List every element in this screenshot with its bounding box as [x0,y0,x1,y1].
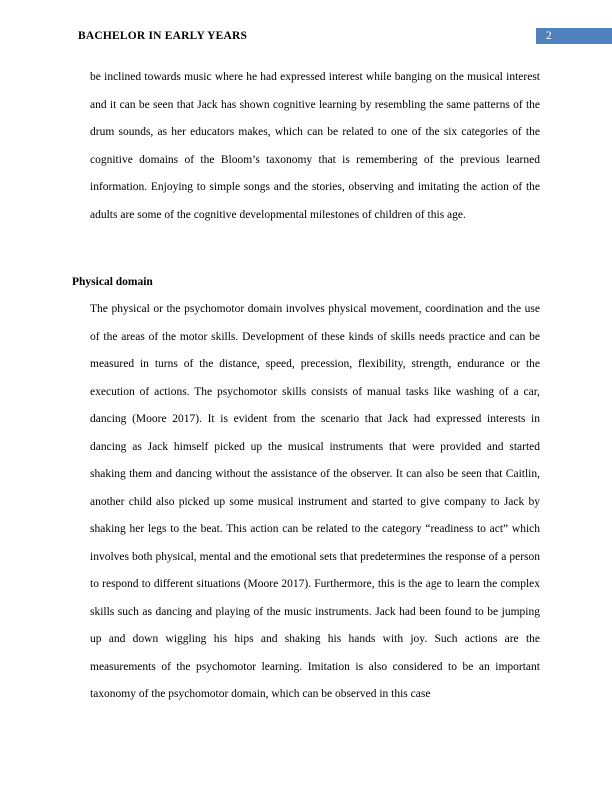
body-paragraph-cognitive: be inclined towards music where he had expressed interest while banging on the musical interest and it can be seen that Jack has shown cognitive learning by resembling the same patterns of the drum sounds, as her educators makes, which can be related to one of the six categories of the cognitive domains of the Bloom’s taxonomy that is remembering of the previous learned information. Enjoying to simple songs and the stories, observing and imitating the action of the adults are some of the cognitive developmental milestones of children of this age. [90,71,540,221]
body-paragraph-physical: The physical or the psychomotor domain involves physical movement, coordination and the use of the areas of the motor skills. Development of these kinds of skills needs practice and can be measured in turns of the distance, speed, precession, flexibility, strength, endurance or the execution of actions. The psychomotor skills consists of manual tasks like washing of a car, dancing (Moore 2017). It is evident from the scenario that Jack had expressed interests in dancing as Jack himself picked up the musical instruments that were provided and started shaking them and dancing without the assistance of the observer. It can also be seen that Caitlin, another child also picked up some musical instrument and started to give company to Jack by shaking her legs to the beat. This action can be related to the category “readiness to act” which involves both physical, mental and the emotional sets that predetermines the response of a person to respond to different situations (Moore 2017). Furthermore, this is the age to learn the complex skills such as dancing and playing of the music instruments. Jack had been found to be jumping up and down wiggling his hips and shaking his hands with joy. Such actions are the measurements of the psychomotor learning. Imitation is also considered to be an important taxonomy of the psychomotor domain, which can be observed in this case [90,303,540,700]
page-number: 2 [546,30,552,42]
header-title: BACHELOR IN EARLY YEARS [78,30,248,42]
section-heading-physical-domain: Physical domain [72,276,153,288]
